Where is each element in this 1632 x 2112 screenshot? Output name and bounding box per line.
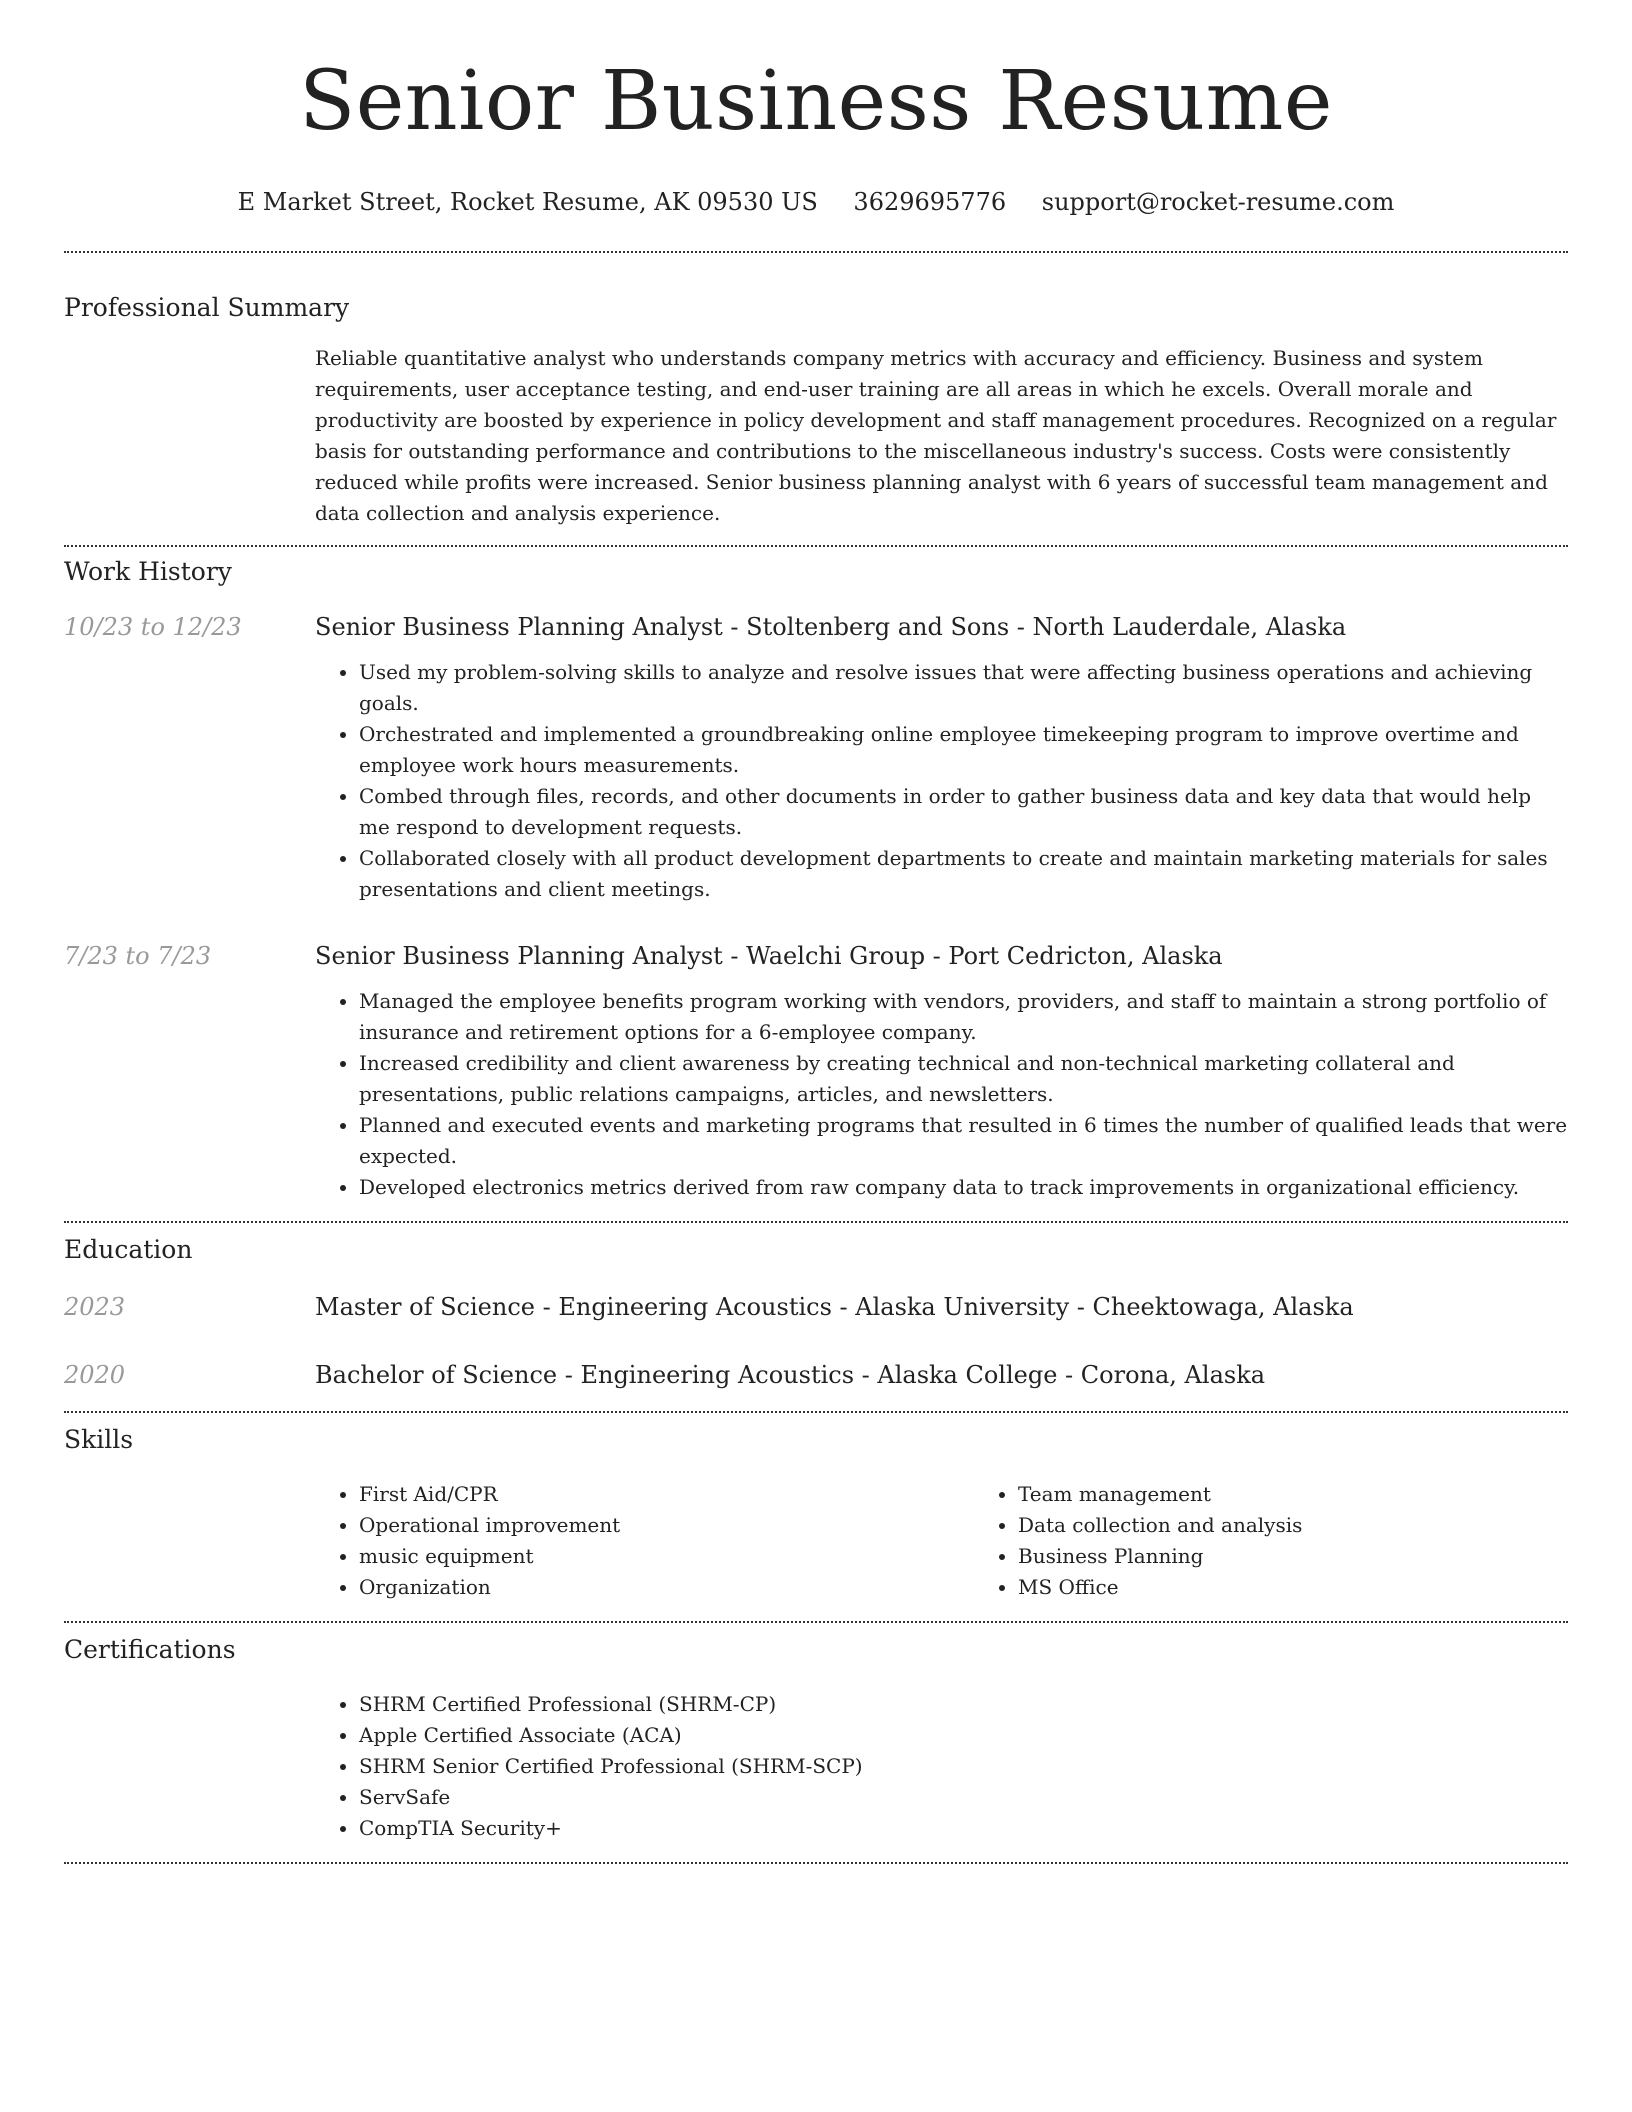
certifications-row — [64, 1689, 1568, 1844]
education-entry — [64, 1291, 1568, 1323]
education-degree: Bachelor of Science - Engineering Acoustics - Alaska College - Corona, Alaska — [315, 1361, 1266, 1389]
job-bullet: • Combed through files, records, and other documents in order to gather business data and key data that would help me respond to development requests. — [359, 781, 1568, 843]
resume-name: Senior Business Resume — [299, 54, 1333, 149]
divider — [64, 1621, 1568, 1623]
job-bullet: • Increased credibility and client awareness by creating technical and non-technical marketing collateral and presentations, public relations campaigns, articles, and newsletters. — [359, 1048, 1568, 1110]
contact-phone: 3629695776 — [853, 188, 1007, 216]
education-year: 2020 — [64, 1361, 126, 1389]
section-title-skills: Skills — [64, 1425, 134, 1454]
job-bullet: • Orchestrated and implemented a groundbreaking online employee timekeeping program to improve overtime and employee work hours measurements. — [359, 719, 1568, 781]
education-degree: Master of Science - Engineering Acoustics - Alaska University - Cheektowaga, Alaska — [315, 1293, 1354, 1321]
skill-item: • Business Planning — [1018, 1541, 1632, 1572]
section-title-work: Work History — [64, 557, 232, 586]
divider — [64, 1411, 1568, 1413]
section-title-summary: Professional Summary — [64, 293, 350, 322]
job-bullet: • Collaborated closely with all product development departments to create and maintain marketing materials for sales presentations and client meetings. — [359, 843, 1568, 905]
skill-item: • music equipment — [359, 1541, 974, 1572]
job-dates: 7/23 to 7/23 — [64, 942, 212, 970]
divider — [64, 1862, 1568, 1864]
job-title: Senior Business Planning Analyst - Waelchi Group - Port Cedricton, Alaska — [315, 942, 1223, 970]
section-title-education: Education — [64, 1235, 193, 1264]
job-bullet: • Used my problem-solving skills to analyze and resolve issues that were affecting business operations and achieving goals. — [359, 657, 1568, 719]
job-bullets — [315, 657, 1568, 905]
contact-address: E Market Street, Rocket Resume, AK 09530 US — [237, 188, 818, 216]
contact-line — [64, 186, 1568, 218]
job-entry — [64, 940, 1568, 972]
job-bullet: • Planned and executed events and marketing programs that resulted in 6 times the number of qualified leads that were expected. — [359, 1110, 1568, 1172]
skills-row — [64, 1479, 1568, 1603]
job-entry — [64, 611, 1568, 643]
certification-item: • SHRM Senior Certified Professional (SHRM-SCP) — [359, 1751, 1568, 1782]
divider — [64, 251, 1568, 253]
skill-item: • Operational improvement — [359, 1510, 974, 1541]
job-bullets-row — [64, 986, 1568, 1203]
divider — [64, 1221, 1568, 1223]
skills-list-col2 — [974, 1479, 1632, 1603]
certification-item: • ServSafe — [359, 1782, 1568, 1813]
summary-row — [64, 343, 1568, 529]
certification-item: • SHRM Certified Professional (SHRM-CP) — [359, 1689, 1568, 1720]
certification-item: • Apple Certified Associate (ACA) — [359, 1720, 1568, 1751]
skill-item: • Team management — [1018, 1479, 1632, 1510]
certification-item: • CompTIA Security+ — [359, 1813, 1568, 1844]
job-bullet: • Managed the employee benefits program working with vendors, providers, and staff to maintain a strong portfolio of insurance and retirement options for a 6-employee company. — [359, 986, 1568, 1048]
section-title-certifications: Certifications — [64, 1635, 236, 1664]
summary-text: Reliable quantitative analyst who understands company metrics with accuracy and efficiency. Business and system requirements, user acceptance testing, and end-user training are all areas in which he excels. Overall morale and productivity are boosted by experience in policy development and staff management procedures. Recognized on a regular basis for outstanding performance and contributions to the miscellaneous industry's success. Costs were consistently reduced while profits were increased. Senior business planning analyst with 6 years of successful team management and data collection and analysis experience. — [315, 346, 1557, 525]
skills-list-col1 — [315, 1479, 974, 1603]
education-entry — [64, 1359, 1568, 1391]
resume-page — [64, 0, 1568, 1864]
divider — [64, 545, 1568, 547]
skill-item: • Organization — [359, 1572, 974, 1603]
job-bullet: • Developed electronics metrics derived from raw company data to track improvements in organizational efficiency. — [359, 1172, 1568, 1203]
job-title: Senior Business Planning Analyst - Stoltenberg and Sons - North Lauderdale, Alaska — [315, 613, 1347, 641]
skill-item: • MS Office — [1018, 1572, 1632, 1603]
job-bullets — [315, 986, 1568, 1203]
certifications-list — [315, 1689, 1568, 1844]
education-year: 2023 — [64, 1293, 126, 1321]
skill-item: • First Aid/CPR — [359, 1479, 974, 1510]
skill-item: • Data collection and analysis — [1018, 1510, 1632, 1541]
contact-email: support@rocket-resume.com — [1041, 188, 1395, 216]
job-dates: 10/23 to 12/23 — [64, 613, 242, 641]
job-bullets-row — [64, 657, 1568, 905]
